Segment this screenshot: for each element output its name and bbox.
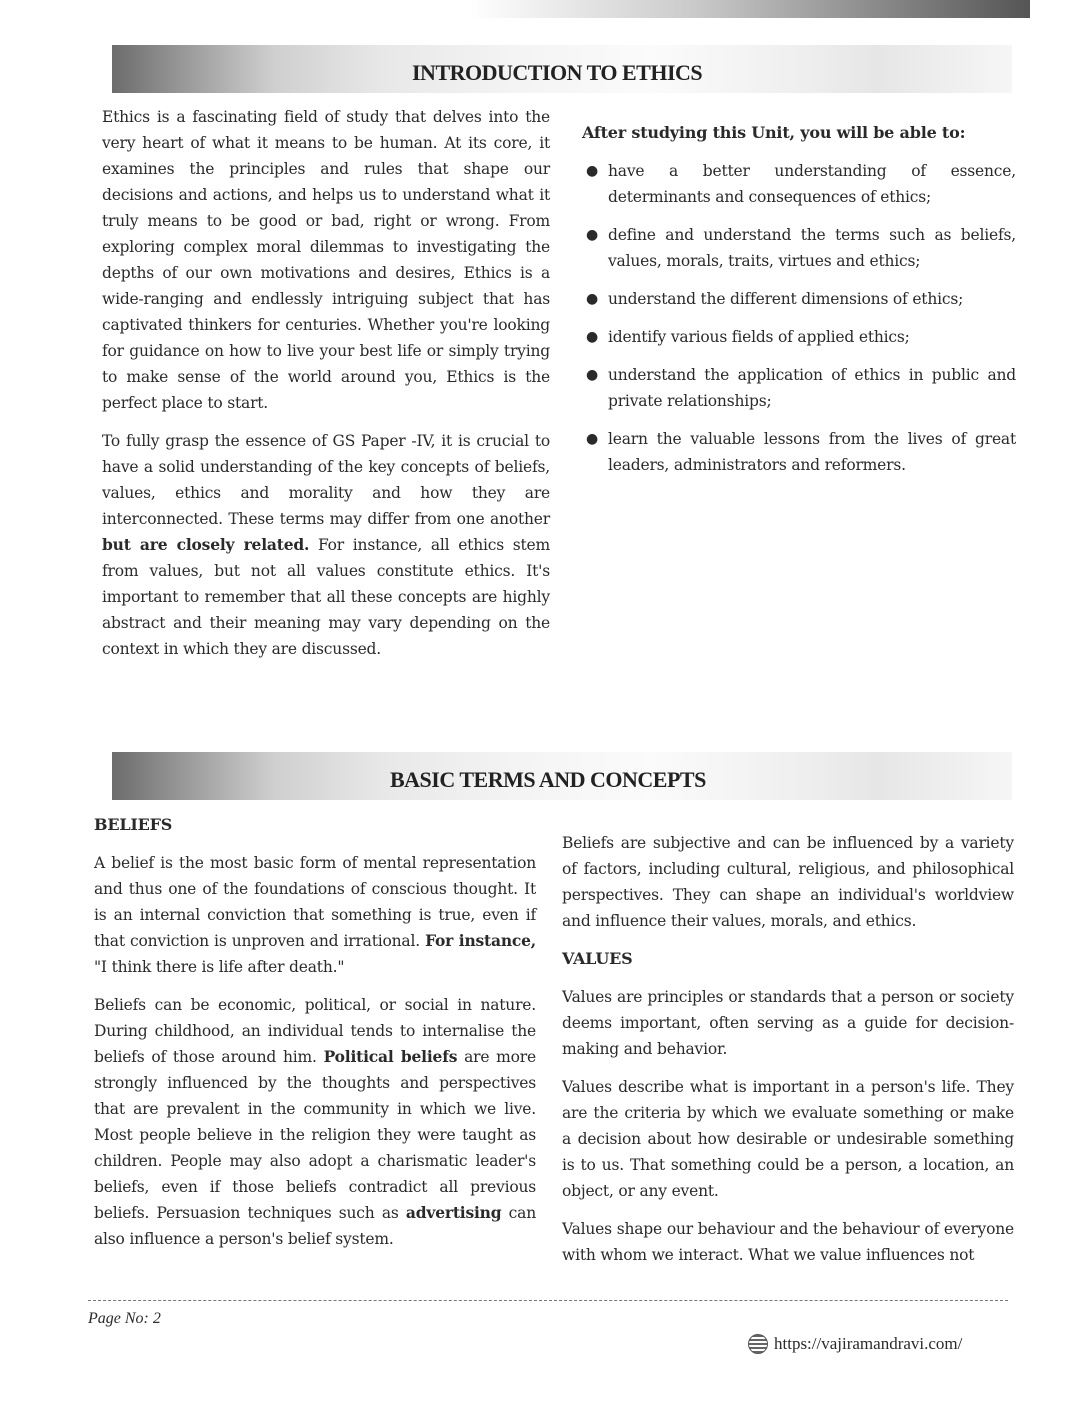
objective-item <box>582 286 1016 312</box>
text-run: Beliefs are subjective and can be influenced by a variety of factors, including cultural, religious, and philosophical perspectives. They can shape an individual's worldview and influence their values, morals, and ethics. <box>562 834 1014 930</box>
objective-item <box>582 324 1016 350</box>
text-run: A belief is the most basic form of mental representation and thus one of the foundations of conscious thought. It is an internal conviction that something is true, even if that conviction is unproven and irrational. <box>94 854 536 950</box>
intro-paragraphs <box>102 104 550 662</box>
objectives-heading: After studying this Unit, you will be able to: <box>582 123 966 142</box>
paragraph <box>102 428 550 662</box>
text-run: Beliefs can be economic, political, or social in nature. During childhood, an individual tends to internalise the beliefs of those around him. <box>94 996 536 1066</box>
paragraph <box>562 1074 1014 1204</box>
bullet-icon: ● <box>586 367 599 383</box>
objective-text: understand the different dimensions of ethics; <box>608 290 964 308</box>
paragraph <box>562 984 1014 1062</box>
bullet-icon: ● <box>586 431 599 447</box>
text-run: To fully grasp the essence of GS Paper -IV, it is crucial to have a solid understanding of the key concepts of beliefs, values, ethics and morality and how they are interconnected. These terms may differ from one another <box>102 432 550 528</box>
vajiram-logo-icon <box>748 1334 768 1354</box>
paragraph <box>94 850 536 980</box>
objective-item <box>582 362 1016 414</box>
text-run: Ethics is a fascinating field of study that delves into the very heart of what it means to be human. At its core, it examines the principles and rules that shape our decisions and actions, and helps us to understand what it truly means to be good or bad, right or wrong. From exploring complex moral dilemmas to investigating the depths of our own motivations and desires, Ethics is a wide-ranging and endlessly intriguing subject that has captivated thinkers for centuries. Whether you're looking for guidance on how to live your best life or simply trying to make sense of the world around you, Ethics is the perfect place to start. <box>102 108 550 412</box>
bold-text: advertising <box>405 1203 502 1222</box>
objectives-list <box>582 158 1016 478</box>
footer-url-link[interactable]: https://vajiramandravi.com/ <box>774 1334 963 1353</box>
basics-left-column <box>94 812 536 1264</box>
text-run: Values are principles or standards that a person or society deems important, often serving as a guide for decision-making and behavior. <box>562 988 1014 1058</box>
objective-item <box>582 426 1016 478</box>
footer-url <box>748 1334 962 1354</box>
text-run: can also influence a person's belief system. <box>94 1204 536 1248</box>
page-number: Page No: 2 <box>88 1310 161 1327</box>
paragraph <box>94 992 536 1252</box>
bullet-icon: ● <box>586 291 599 307</box>
text-run: For instance, all ethics stem from values, but not all values constitute ethics. It's important to remember that all these concepts are highly abstract and their meaning may vary depending on the context in which they are discussed. <box>102 536 550 658</box>
intro-objectives <box>582 120 1016 490</box>
section-title-basics: BASIC TERMS AND CONCEPTS <box>390 767 706 792</box>
text-run: Values describe what is important in a person's life. They are the criteria by which we evaluate something or make a decision about how desirable or undesirable something is to us. That something could be a person, a location, an object, or any event. <box>562 1078 1014 1200</box>
values-heading: VALUES <box>562 949 633 968</box>
objective-text: identify various fields of applied ethics; <box>608 328 910 346</box>
bold-text: For instance, <box>425 931 537 950</box>
paragraph <box>102 104 550 416</box>
beliefs-paragraphs <box>94 850 536 1252</box>
intro-left-column <box>102 104 550 674</box>
paragraph <box>562 830 1014 934</box>
objective-text: learn the valuable lessons from the lives of great leaders, administrators and reformers. <box>608 430 1016 474</box>
objective-text: define and understand the terms such as beliefs, values, morals, traits, virtues and ethics; <box>608 226 1016 270</box>
values-paragraphs <box>562 984 1014 1268</box>
beliefs-heading: BELIEFS <box>94 815 173 834</box>
beliefs-continued <box>562 830 1014 934</box>
bold-text: but are closely related. <box>102 535 310 554</box>
bullet-icon: ● <box>586 163 599 179</box>
bullet-icon: ● <box>586 227 599 243</box>
objective-text: have a better understanding of essence, determinants and consequences of ethics; <box>608 162 1016 206</box>
scan-artifact-strip <box>470 0 1030 18</box>
basics-right-column <box>562 830 1014 1280</box>
text-run: Values shape our behaviour and the behaviour of everyone with whom we interact. What we value influences not <box>562 1220 1014 1264</box>
text-run: "I think there is life after death." <box>94 958 345 976</box>
bold-text: Political beliefs <box>323 1047 458 1066</box>
objective-item <box>582 222 1016 274</box>
objective-item <box>582 158 1016 210</box>
text-run: are more strongly influenced by the thoughts and perspectives that are prevalent in the community in which we live. Most people believe in the religion they were taught as children. People may also adopt a charismatic leader's beliefs, even if those beliefs contradict all previous beliefs. Persuasion techniques such as <box>94 1048 536 1222</box>
footer-divider <box>88 1300 1008 1301</box>
paragraph <box>562 1216 1014 1268</box>
objective-text: understand the application of ethics in public and private relationships; <box>608 366 1016 410</box>
section-title-intro: INTRODUCTION TO ETHICS <box>412 60 703 85</box>
bullet-icon: ● <box>586 329 599 345</box>
